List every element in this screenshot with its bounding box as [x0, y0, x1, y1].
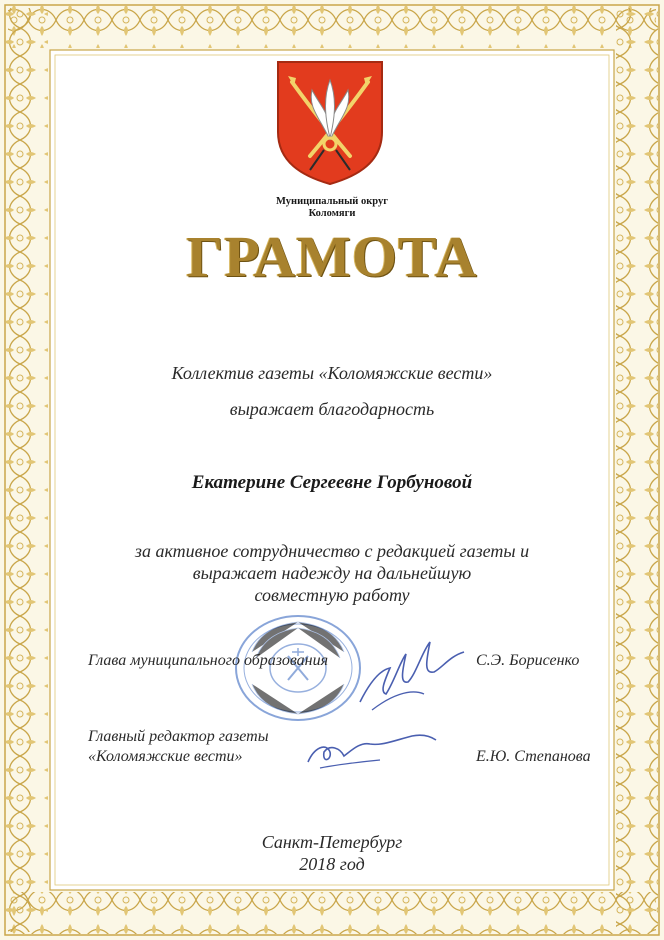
signatory-2-position-line-2: «Коломяжские вести» — [88, 748, 243, 765]
signatory-2-position-line-1: Главный редактор газеты — [88, 728, 269, 745]
place: Санкт-Петербург — [261, 832, 403, 852]
signatory-1-name: С.Э. Борисенко — [476, 652, 580, 669]
organization-line-1: Муниципальный округ — [276, 196, 388, 207]
organization-line-2: Коломяги — [308, 208, 356, 219]
gratitude-line: выражает благодарность — [229, 399, 435, 419]
signature-1 — [350, 622, 470, 722]
reason-line-3: совместную работу — [254, 585, 410, 605]
signatory-1-position: Глава муниципального образования — [88, 652, 329, 669]
signature-2 — [300, 722, 440, 776]
signatory-2-name: Е.Ю. Степанова — [476, 748, 591, 765]
year: 2018 год — [299, 854, 365, 874]
collective-line: Коллектив газеты «Коломяжские вести» — [171, 363, 493, 383]
recipient-name: Екатерине Сергеевне Горбуновой — [191, 472, 473, 493]
reason-line-1: за активное сотрудничество с редакцией газеты и — [134, 541, 530, 561]
certificate-title: ГРАМОТА — [186, 224, 478, 289]
reason-line-2: выражает надежду на дальнейшую — [192, 563, 472, 583]
coat-of-arms-icon — [274, 58, 386, 186]
